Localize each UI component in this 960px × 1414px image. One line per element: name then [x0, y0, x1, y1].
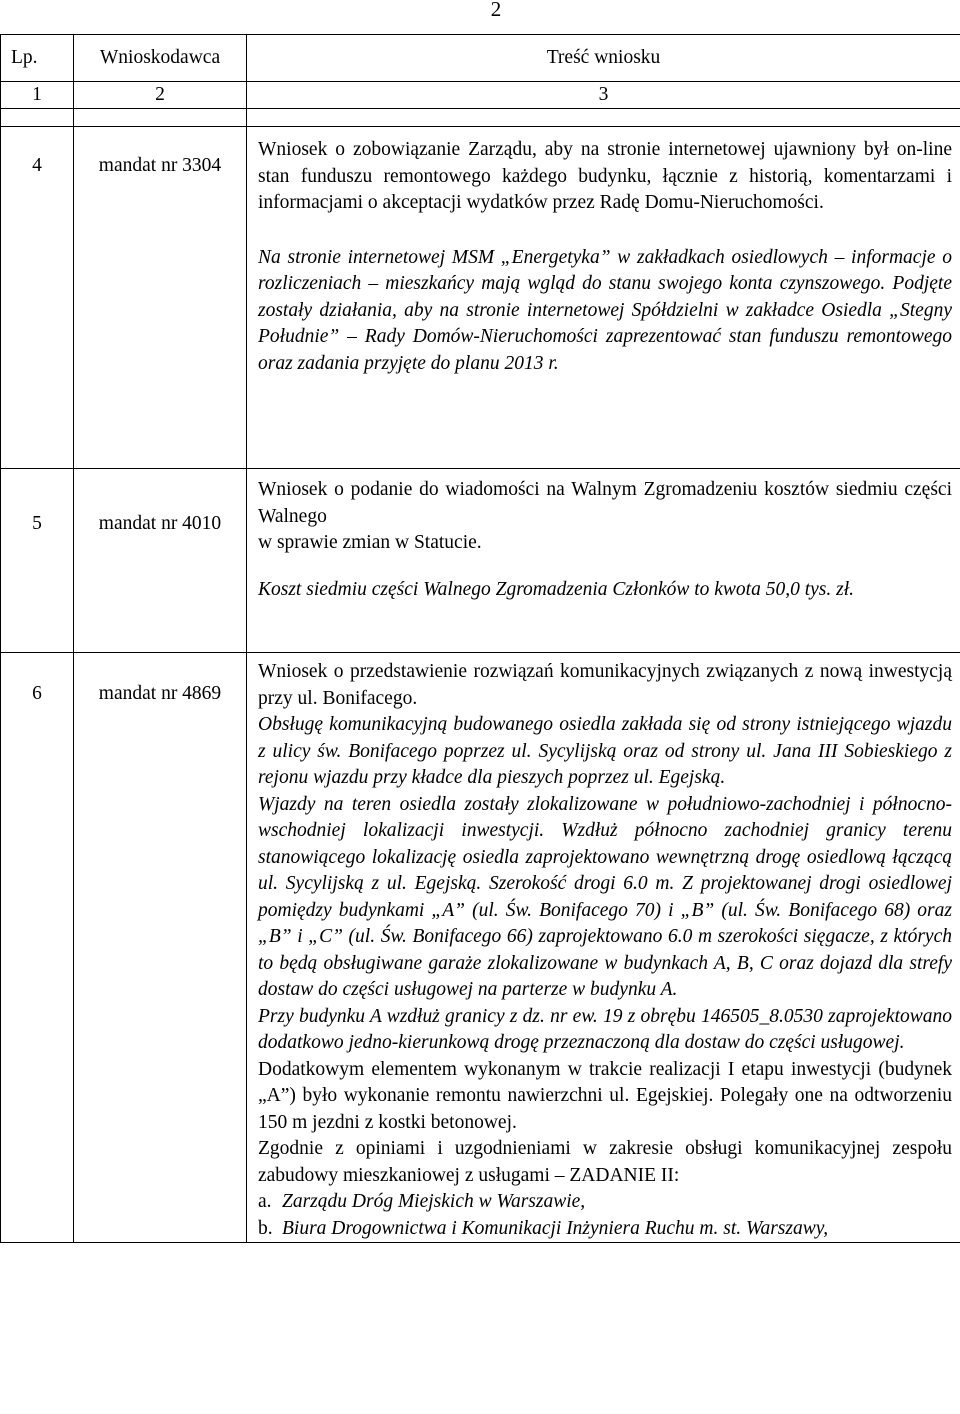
row-applicant: mandat nr 4010: [74, 469, 247, 653]
answer-paragraph: Przy budynku A wzdłuż granicy z dz. nr ew. 19 z obrębu 146505_8.0530 zaprojektowano dodatkowo jedno-kierunkową drogę przeznaczoną dla dostaw do części usługowej.: [258, 1005, 952, 1053]
row-lp: 5: [1, 469, 74, 653]
request-text: Wniosek o podanie do wiadomości na Walnym Zgromadzeniu kosztów siedmiu części Walnego: [258, 479, 952, 527]
requests-table: [0, 34, 960, 1243]
answer-text: Koszt siedmiu części Walnego Zgromadzenia Członków to kwota 50,0 tys. zł.: [258, 578, 855, 600]
table-row: [1, 653, 960, 1243]
list-item-text: Zarządu Dróg Miejskich w Warszawie,: [282, 1191, 586, 1212]
header-applicant: Wnioskodawca: [74, 35, 247, 82]
page-number: 2: [490, 0, 502, 21]
header-lp: Lp.: [1, 35, 74, 82]
list-marker: a.: [258, 1191, 272, 1212]
column-number-2: 2: [74, 82, 247, 109]
list-marker: b.: [258, 1217, 273, 1239]
spacer-row: [1, 109, 960, 127]
list-item: [258, 1189, 952, 1216]
table-header-row: [1, 35, 960, 82]
list-item: [258, 1216, 952, 1243]
answer-paragraph: Obsługę komunikacyjną budowanego osiedla zakłada się od strony istniejącego wjazdu z ulicy św. Bonifacego poprzez ul. Sycylijską oraz od strony ul. Jana III Sobieskiego z rejonu wjazdu przy kładce dla pieszych poprzez ul. Egejską.: [258, 714, 952, 788]
table-row: [1, 127, 960, 469]
row-applicant: mandat nr 3304: [74, 127, 247, 469]
column-number-1: 1: [1, 82, 74, 109]
row-applicant: mandat nr 4869: [74, 653, 247, 1243]
request-text: Wniosek o przedstawienie rozwiązań komunikacyjnych związanych z nową inwestycją przy ul. Bonifacego.: [258, 661, 952, 709]
list-item-text: Biura Drogownictwa i Komunikacji Inżyniera Ruchu m. st. Warszawy,: [282, 1217, 829, 1239]
header-content: Treść wniosku: [247, 35, 960, 82]
row-lp: 6: [1, 653, 74, 1243]
request-text: Wniosek o zobowiązanie Zarządu, aby na stronie internetowej ujawniony był on-line stan funduszu remontowego każdego budynku, łącznie z historią, komentarzami i informacjami o akceptacji wydatków przez Radę Domu-Nieruchomości.: [258, 139, 952, 213]
answer-paragraph: Zgodnie z opiniami i uzgodnieniami w zakresie obsługi komunikacyjnej zespołu zabudowy mieszkaniowej z usługami – ZADANIE II:: [258, 1138, 952, 1186]
answer-paragraph: Dodatkowym elementem wykonanym w trakcie realizacji I etapu inwestycji (budynek „A”) było wykonanie remontu nawierzchni ul. Egejskiej. Polegały one na odtworzeniu 150 m jezdni z kostki betonowej.: [258, 1058, 952, 1133]
row-content: [247, 653, 960, 1243]
table-row: [1, 469, 960, 653]
answer-paragraph: Wjazdy na teren osiedla zostały zlokalizowane w południowo-zachodniej i północno-wschodniej lokalizacji inwestycji. Wzdłuż północno zachodniej granicy terenu stanowiącego lokalizację osiedla zaprojektowano wewnętrzną drogę osiedlową łączącą ul. Sycylijską z ul. Egejską. Szerokość drogi 6.0 m. Z projektowanej drogi osiedlowej pomiędzy budynkami „A” (ul. Św. Bonifacego 70) i „B” (ul. Św. Bonifacego 68) oraz „B” i „C” (ul. Św. Bonifacego 66) zaprojektowano 6.0 m szerokości sięgacze, z których to będą obsługiwane garaże zlokalizowane w budynkach A, B, C oraz dojazd dla strefy dostaw do części usługowej na parterze w budynku A.: [258, 793, 952, 1000]
answer-text: Na stronie internetowej MSM „Energetyka” w zakładkach osiedlowych – informacje o rozliczeniach – mieszkańcy mają wgląd do stanu swojego konta czynszowego. Podjęte zostały działania, aby na stronie internetowej Spółdzielni w zakładce Osiedla „Stegny Południe” – Rady Domów-Nieruchomości zaprezentować stan funduszu remontowego oraz zadania przyjęte do planu 2013 r.: [258, 246, 952, 374]
row-lp: 4: [1, 127, 74, 469]
authority-list: [258, 1189, 952, 1242]
column-number-3: 3: [247, 82, 960, 109]
row-content: [247, 469, 960, 653]
request-text-continued: w sprawie zmian w Statucie.: [258, 532, 482, 553]
column-number-row: [1, 82, 960, 109]
row-content: [247, 127, 960, 469]
